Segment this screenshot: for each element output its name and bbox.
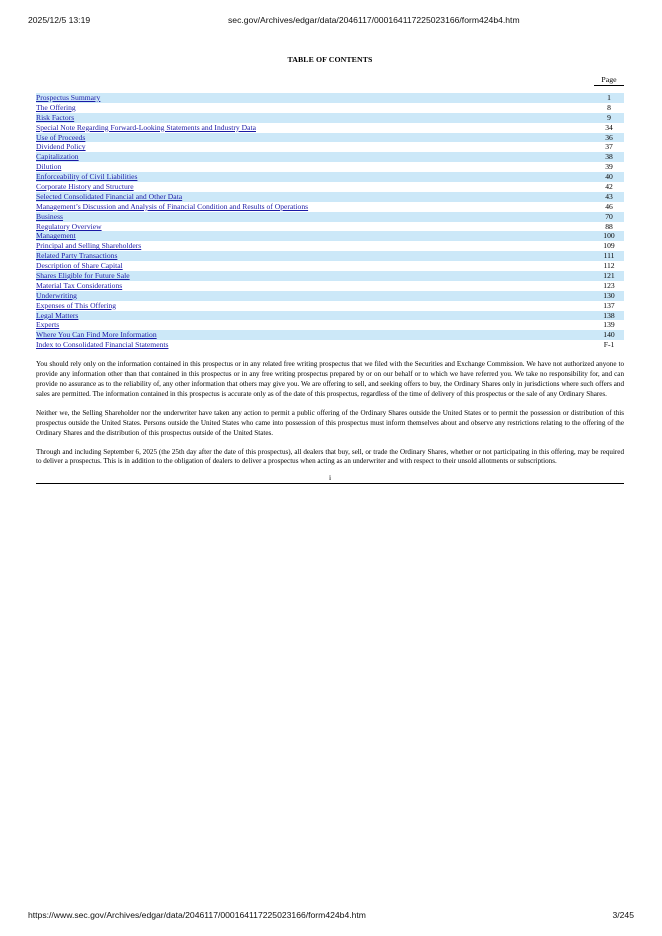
- toc-row: [36, 93, 624, 103]
- toc-row: [36, 192, 624, 202]
- toc-link[interactable]: Corporate History and Structure: [36, 182, 134, 192]
- page-bottom-rule: [36, 483, 624, 484]
- toc-title: TABLE OF CONTENTS: [287, 55, 373, 64]
- toc-row: [36, 281, 624, 291]
- toc-link[interactable]: Shares Eligible for Future Sale: [36, 271, 130, 281]
- toc-row: [36, 182, 624, 192]
- toc-page-number: 111: [603, 251, 615, 261]
- browser-url-header: sec.gov/Archives/edgar/data/2046117/000164117225023166/form424b4.htm: [228, 15, 520, 25]
- toc-link[interactable]: Risk Factors: [36, 112, 75, 122]
- browser-datetime: 2025/12/5 13:19: [28, 15, 91, 25]
- toc-link[interactable]: Material Tax Considerations: [36, 280, 123, 290]
- toc-page-number: 88: [605, 221, 613, 231]
- toc-page-number: 40: [605, 172, 613, 182]
- toc-row: [36, 212, 624, 222]
- toc-row: [36, 320, 624, 330]
- page-folio: i: [328, 473, 332, 483]
- toc-link[interactable]: Index to Consolidated Financial Statements: [36, 340, 169, 350]
- toc-row: [36, 340, 624, 350]
- toc-page-header: Page: [594, 75, 624, 86]
- toc-page-number: 9: [607, 112, 611, 122]
- toc-page-number: 43: [605, 191, 613, 201]
- toc-link[interactable]: Legal Matters: [36, 310, 79, 320]
- toc-row: [36, 231, 624, 241]
- paragraph-dealer-delivery: Through and including September 6, 2025 (the 25th day after the date of this prospectus), all dealers that buy, sell, or trade the Ordinary Shares, whether or not participating in this offering, may be required to deliver a prospectus. This is in addition to the obligation of dealers to deliver a prospectus when acting as an underwriter and with respect to their unsold allotments or subscriptions.: [36, 447, 624, 466]
- toc-page-number: 140: [603, 330, 615, 340]
- document-body: [36, 55, 624, 484]
- toc-page-number: 100: [603, 231, 615, 241]
- toc-link[interactable]: Expenses of This Offering: [36, 300, 117, 310]
- toc-row: [36, 202, 624, 212]
- toc-page-number: 39: [605, 162, 613, 172]
- toc-row: [36, 113, 624, 123]
- toc-link[interactable]: Use of Proceeds: [36, 132, 86, 142]
- toc-link[interactable]: Underwriting: [36, 290, 77, 300]
- toc-link[interactable]: Selected Consolidated Financial and Other Data: [36, 191, 183, 201]
- toc-page-number: 123: [603, 280, 615, 290]
- toc-page-number: 37: [605, 142, 613, 152]
- toc-row: [36, 291, 624, 301]
- browser-url-footer: https://www.sec.gov/Archives/edgar/data/2046117/000164117225023166/form424b4.htm: [28, 910, 366, 920]
- toc-page-number: 121: [603, 271, 615, 281]
- paragraph-reliance: You should rely only on the information contained in this prospectus or in any related free writing prospectus that we filed with the Securities and Exchange Commission. We have not authorized anyone to provide any information other than that contained in this prospectus or in any free writing prospectus prepared by or on our behalf or to which we have referred you. We take no responsibility for, and can provide no assurance as to the reliability of, any other information that others may give you. We are offering to sell, and seeking offers to buy, the Ordinary Shares only in jurisdictions where such offers and sales are permitted. The information contained in this prospectus is accurate only as of the date of this prospectus, regardless of the time of delivery of this prospectus or the sale of any Ordinary Shares.: [36, 360, 624, 398]
- toc-page-number: 112: [603, 261, 615, 271]
- toc-page-number: 138: [603, 310, 615, 320]
- toc-row: [36, 142, 624, 152]
- paragraph-offering-restrictions: Neither we, the Selling Shareholder nor the underwriter have taken any action to permit a public offering of the Ordinary Shares outside the United States or to permit the possession or distribution of this prospectus outside the United States. Persons outside the United States who came into possession of this prospectus must inform themselves about and observe any restrictions relating to the offering of the Ordinary Shares and the distribution of this prospectus outside of the United States.: [36, 408, 624, 437]
- toc-link[interactable]: Dilution: [36, 162, 62, 172]
- browser-page-count: 3/245: [612, 910, 634, 920]
- toc-page-number: 1: [607, 93, 611, 102]
- toc-row: [36, 261, 624, 271]
- toc-page-number: 137: [603, 300, 615, 310]
- toc-page-number: 36: [605, 132, 613, 142]
- toc-link[interactable]: Related Party Transactions: [36, 251, 118, 261]
- toc-link[interactable]: Regulatory Overview: [36, 221, 102, 231]
- toc-row: [36, 152, 624, 162]
- toc-page-header-row: [36, 73, 624, 87]
- toc-link[interactable]: Prospectus Summary: [36, 93, 101, 102]
- toc-link[interactable]: Principal and Selling Shareholders: [36, 241, 142, 251]
- toc-row: [36, 103, 624, 113]
- toc-link[interactable]: Business: [36, 211, 64, 221]
- toc-link[interactable]: Dividend Policy: [36, 142, 86, 152]
- toc-row: [36, 172, 624, 182]
- toc-link[interactable]: Description of Share Capital: [36, 261, 123, 271]
- toc-page-number: 38: [605, 152, 613, 162]
- toc-page-number: 42: [605, 182, 613, 192]
- toc-page-number: 109: [603, 241, 615, 251]
- toc-row: [36, 251, 624, 261]
- toc-row: [36, 241, 624, 251]
- toc-link[interactable]: Special Note Regarding Forward-Looking Statements and Industry Data: [36, 122, 256, 132]
- toc-row: [36, 133, 624, 143]
- toc-list: [36, 93, 624, 350]
- toc-page-number: 70: [605, 211, 613, 221]
- toc-row: [36, 123, 624, 133]
- toc-link[interactable]: Capitalization: [36, 152, 79, 162]
- toc-link[interactable]: Enforceability of Civil Liabilities: [36, 172, 138, 182]
- toc-row: [36, 330, 624, 340]
- toc-row: [36, 162, 624, 172]
- toc-row: [36, 311, 624, 321]
- toc-row: [36, 301, 624, 311]
- toc-row: [36, 271, 624, 281]
- toc-page-number: 34: [605, 122, 613, 132]
- toc-link[interactable]: Where You Can Find More Information: [36, 330, 157, 340]
- toc-page-number: 8: [607, 102, 611, 112]
- toc-link[interactable]: Management: [36, 231, 76, 241]
- toc-link[interactable]: Management’s Discussion and Analysis of Financial Condition and Results of Operations: [36, 201, 309, 211]
- toc-link[interactable]: Experts: [36, 320, 60, 330]
- toc-page-number: 46: [605, 201, 613, 211]
- toc-link[interactable]: The Offering: [36, 102, 76, 112]
- toc-page-number: 139: [603, 320, 615, 330]
- toc-page-number: 130: [603, 290, 615, 300]
- toc-page-number: F-1: [603, 340, 615, 350]
- toc-row: [36, 222, 624, 232]
